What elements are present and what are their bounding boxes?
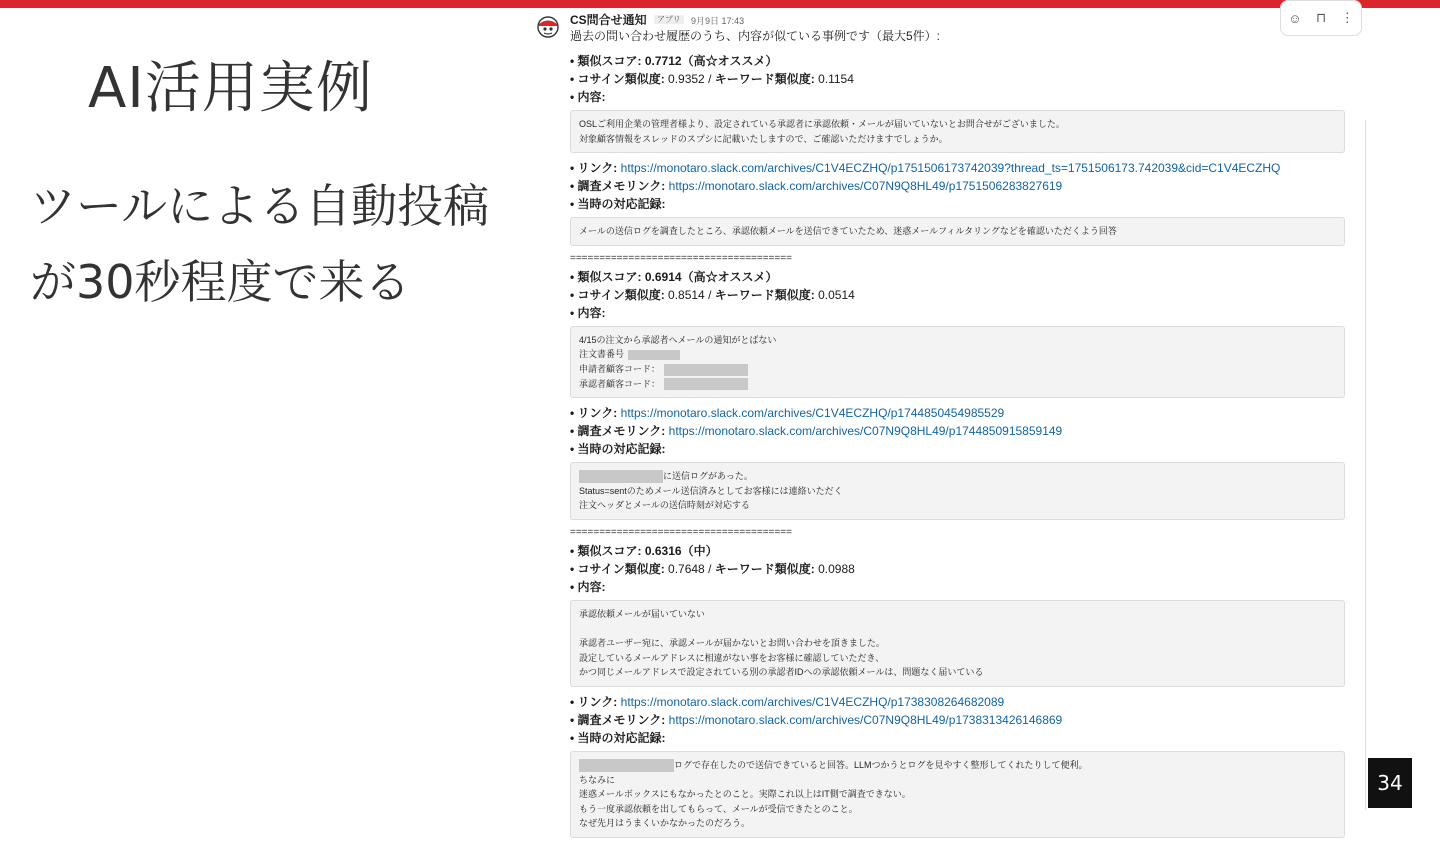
memo-link-label: • 調査メモリンク: [570, 424, 669, 439]
redaction-block [664, 364, 748, 376]
keyword-value: 0.0514 [818, 287, 855, 302]
app-badge: アプリ [654, 15, 684, 24]
record-line [579, 802, 1336, 817]
record-line [579, 224, 1336, 239]
record-text: 迷惑メールボックスにもなかったとのこと。実際これ以上はIT側で調査できない。 [579, 789, 911, 800]
content-line [579, 607, 1336, 622]
content-text: 注文書番号 [579, 349, 625, 360]
memo-link[interactable]: https://monotaro.slack.com/archives/C07N9Q8HL49/p1744850915859149 [668, 424, 1063, 439]
record-label: • 当時の対応記録: [570, 730, 666, 745]
content-line [579, 636, 1336, 651]
record-line [579, 773, 1336, 788]
redaction-block [628, 350, 680, 360]
slide-title: AI活用実例 [88, 56, 373, 121]
content-line [579, 622, 1336, 637]
keyword-label: キーワード類似度: [714, 561, 819, 576]
result-separator: ====================================== [570, 526, 792, 538]
content-text: 承認依頼メールが届いていない [579, 608, 705, 619]
record-box [570, 751, 1345, 838]
score-label: • 類似スコア: [570, 543, 645, 558]
content-line [579, 665, 1336, 680]
record-text: なぜ先月はうまくいかなかったのだろう。 [579, 818, 751, 829]
slide-body-line: が30秒程度で来る [30, 255, 411, 309]
record-line [579, 758, 1336, 773]
content-box [570, 110, 1345, 153]
content-line [579, 132, 1336, 147]
result-item [570, 52, 1364, 246]
content-text: 設定しているメールアドレスに相違がない事をお客様に確認していただき、 [579, 652, 885, 663]
link-label: • リンク: [570, 694, 621, 709]
content-label: • 内容: [570, 579, 606, 594]
content-text: 承認者ユーザー宛に、承認メールが届かないとお問い合わせを頂きました。 [579, 638, 885, 649]
redaction-block [664, 378, 748, 390]
record-text: もう一度承認依頼を出してもらって、メールが受信できたとのこと。 [579, 803, 858, 814]
result-item [570, 542, 1364, 838]
screenshot-border [1365, 120, 1366, 810]
memo-link[interactable]: https://monotaro.slack.com/archives/C07N9Q8HL49/p1751506283827619 [668, 179, 1063, 194]
message-header [570, 12, 1364, 28]
record-text: ちなみに [579, 774, 616, 785]
redaction-block [579, 759, 674, 772]
record-box [570, 217, 1345, 246]
score-label: • 類似スコア: [570, 54, 645, 68]
top-accent-bar [0, 0, 1440, 8]
thread-link[interactable]: https://monotaro.slack.com/archives/C1V4ECZHQ/p1738308264682089 [620, 694, 1005, 709]
record-text: メールの送信ログを調査したところ、承認依頼メールを送信できていたため、迷惑メールフィルタリングなどを確認いただくよう回答 [579, 226, 1117, 237]
content-box [570, 326, 1345, 398]
record-line [579, 484, 1336, 499]
cosine-value: 0.9352 / [668, 72, 715, 86]
slide-body-line: ツールによる自動投稿 [30, 179, 490, 233]
result-item [570, 268, 1364, 520]
similarity-score: 0.6914（高☆オススメ） [644, 269, 778, 284]
content-text: 承認者顧客コード： [579, 378, 661, 389]
content-line [579, 333, 1336, 348]
slide-body [30, 168, 550, 320]
content-text: OSLご利用企業の管理者様より、設定されている承認者に承認依頼・メールが届いていないとお問合せがございました。 [579, 119, 1065, 129]
similarity-score: 0.6316（中） [644, 543, 718, 558]
cosine-value: 0.7648 / [668, 561, 715, 576]
content-line [579, 347, 1336, 362]
record-line [579, 498, 1336, 513]
content-line [579, 651, 1336, 666]
record-text: 注文ヘッダとメールの送信時刻が対応する [579, 500, 750, 511]
memo-link[interactable]: https://monotaro.slack.com/archives/C07N9Q8HL49/p1738313426146869 [668, 712, 1063, 727]
thread-link[interactable]: https://monotaro.slack.com/archives/C1V4ECZHQ/p1751506173742039?thread_ts=1751506173.742039&cid=C1V4ECZHQ [620, 161, 1281, 176]
content-text: 4/15の注文から承認者へメールの通知がとばない [579, 334, 777, 345]
message-timestamp[interactable]: 9月9日 17:43 [691, 16, 745, 26]
record-box [570, 462, 1345, 520]
cosine-label: • コサイン類似度: [570, 561, 669, 576]
slack-message-screenshot [528, 8, 1366, 829]
record-line [579, 469, 1336, 484]
link-label: • リンク: [570, 406, 621, 421]
content-text: 対象顧客情報をスレッドのスプシに記載いたしますので、ご確認いただけますでしょうか。 [579, 133, 948, 144]
keyword-value: 0.1154 [818, 72, 854, 86]
results-list [570, 52, 1364, 838]
keyword-label: キーワード類似度: [714, 72, 819, 86]
record-line [579, 816, 1336, 831]
content-line [579, 377, 1336, 392]
message [570, 12, 1364, 844]
content-line [579, 362, 1336, 377]
message-intro: 過去の問い合わせ履歴のうち、内容が似ている事例です（最大5件）: [570, 29, 941, 43]
bot-avatar-icon[interactable] [536, 15, 560, 39]
record-text: Status=sentのためメール送信済みとしてお客様には連絡いただく [579, 485, 843, 496]
cosine-label: • コサイン類似度: [570, 287, 669, 302]
record-text: に送信ログがあった。 [663, 471, 753, 482]
content-text: かつ同じメールアドレスで設定されている別の承認者IDへの承認依頼メールは、問題なく届いている [579, 667, 984, 678]
content-text: 申請者顧客コード： [579, 363, 661, 374]
memo-link-label: • 調査メモリンク: [570, 179, 669, 194]
more-icon[interactable]: ⋮ [1340, 10, 1354, 25]
keyword-label: キーワード類似度: [714, 287, 819, 302]
record-label: • 当時の対応記録: [570, 197, 666, 212]
thread-link[interactable]: https://monotaro.slack.com/archives/C1V4ECZHQ/p1744850454985529 [620, 406, 1005, 421]
record-label: • 当時の対応記録: [570, 442, 666, 457]
keyword-value: 0.0988 [818, 561, 855, 576]
score-label: • 類似スコア: [570, 269, 645, 284]
sender-name[interactable]: CS問合せ通知 [570, 13, 647, 27]
content-line [579, 117, 1336, 132]
cosine-label: • コサイン類似度: [570, 72, 669, 86]
content-label: • 内容: [570, 305, 606, 320]
record-text: ログで存在したので送信できていると回答。LLMつかうとログを見やすく整形してくれたりして便利。 [674, 759, 1088, 770]
memo-link-label: • 調査メモリンク: [570, 712, 669, 727]
result-separator: ====================================== [570, 252, 792, 264]
content-box [570, 600, 1345, 687]
similarity-score: 0.7712（高☆オススメ） [644, 54, 778, 68]
record-line [579, 787, 1336, 802]
bookmark-icon[interactable]: ⊓ [1316, 10, 1327, 25]
page-number: 34 [1368, 758, 1412, 808]
cosine-value: 0.8514 / [668, 287, 715, 302]
emoji-icon[interactable]: ☺ [1288, 10, 1302, 26]
content-label: • 内容: [570, 90, 606, 104]
link-label: • リンク: [570, 161, 621, 176]
redaction-block [579, 470, 663, 483]
